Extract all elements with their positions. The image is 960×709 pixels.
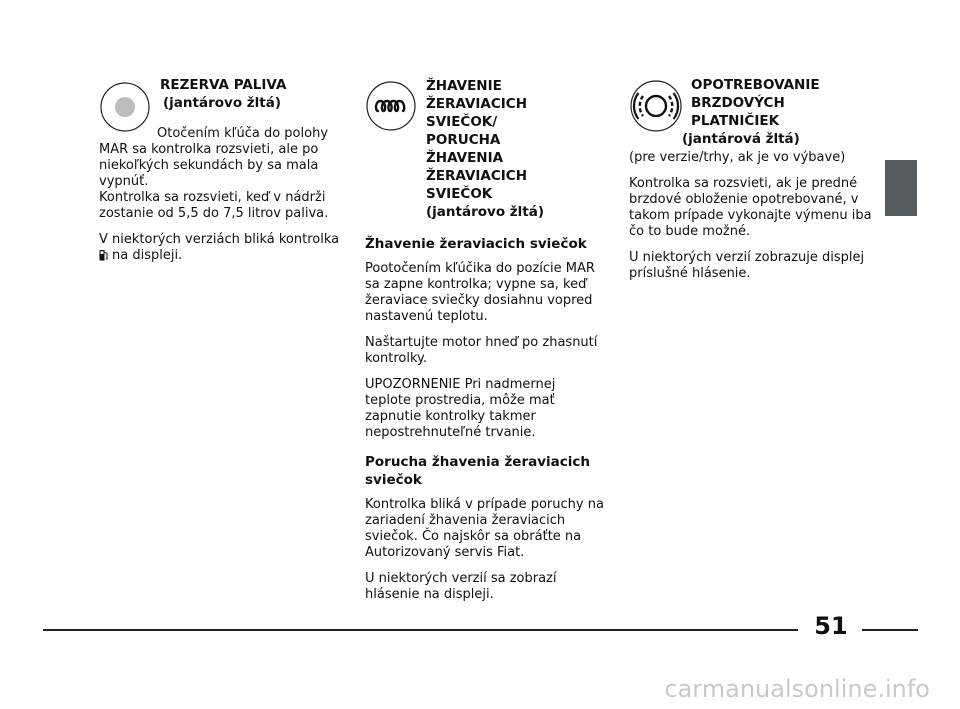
text-line: teplote prostredia, môže mať (365, 393, 555, 408)
text-line: takom prípade vykonajte výmenu iba (629, 208, 872, 223)
title-line: (jantárovo žltá) (163, 95, 282, 111)
title-line: ŽHAVENIA (426, 150, 504, 166)
text-line: Naštartujte motor hneď po zhasnutí (365, 335, 598, 350)
text-line: Pootočením kľúčika do pozície MAR (365, 261, 595, 276)
fuel-reserve-title (160, 76, 286, 112)
title-line: PLATNIČIEK (691, 113, 780, 129)
text-line: U niektorých verzií sa zobrazí (365, 571, 557, 586)
text-line: vypnúť. (99, 174, 149, 189)
text-line: nastavenú teplotu. (365, 309, 488, 324)
text-line: V niektorých verziách bliká kontrolka (99, 232, 340, 247)
text-line: UPOZORNENIE Pri nadmernej (365, 377, 556, 392)
text-line: zapnutie kontrolky takmer (365, 409, 536, 424)
text-line: hlásenie na displeji. (365, 587, 494, 602)
text-line: príslušné hlásenie. (629, 266, 751, 281)
text-line: niekoľkých sekundách by sa mala (99, 158, 319, 173)
watermark (0, 675, 960, 703)
text-line: čo to bude možné. (629, 224, 751, 239)
text-line: Kontrolka sa rozsvieti, keď v nádrži (99, 190, 326, 205)
watermark-text: carmanualsonline.info (664, 675, 930, 703)
brake-pad-title (682, 76, 820, 148)
text-line: Kontrolka sa rozsvieti, ak je predné (629, 176, 858, 191)
text-line: MAR sa kontrolka rozsvieti, ale po (99, 142, 319, 157)
brake-pad-text (629, 150, 874, 282)
text-line: Autorizovaný servis Fiat. (365, 545, 525, 560)
title-line: REZERVA PALIVA (160, 77, 287, 93)
text-line: Otočením kľúča do polohy (157, 126, 329, 141)
page-number: 51 (814, 612, 848, 640)
glow-plug-title (426, 77, 544, 221)
fuel-pump-icon (99, 249, 108, 266)
text-line: U niektorých verzií zobrazuje displej (629, 250, 865, 265)
section-heading: Porucha žhavenia žeraviacich (365, 454, 591, 470)
title-line: SVIEČOK/ (426, 114, 498, 130)
text-line: na displeji. (112, 248, 183, 263)
title-line: PORUCHA (426, 132, 501, 148)
section-heading: Žhavenie žeraviacich sviečok (365, 236, 587, 252)
text-line: nepostrehnuteľné trvanie. (365, 425, 536, 440)
text-line: brzdové obloženie opotrebované, v (629, 192, 859, 207)
section-heading: sviečok (365, 472, 422, 488)
title-line: ŽERAVIACICH (426, 168, 527, 184)
text-line: (pre verzie/trhy, ak je vo výbave) (629, 150, 846, 165)
title-line: OPOTREBOVANIE (691, 77, 820, 93)
title-line: (jantárovo žltá) (426, 204, 545, 220)
glow-plug-text (365, 235, 610, 603)
footer-rule-left (43, 629, 798, 631)
text-line: zariadení žhavenia žeraviacich (365, 513, 566, 528)
text-line: Kontrolka bliká v prípade poruchy na (365, 497, 604, 512)
title-line: (jantárová žltá) (682, 131, 800, 147)
footer-rule-right (862, 629, 918, 631)
section-tab (885, 160, 917, 216)
title-line: SVIEČOK (426, 186, 493, 202)
title-line: BRZDOVÝCH (691, 95, 785, 111)
text-line: sviečok. Čo najskôr sa obráťte na (365, 529, 582, 544)
brake-pad-wear-icon (629, 79, 683, 137)
text-line: zostanie od 5,5 do 7,5 litrov paliva. (99, 206, 329, 221)
glow-plug-icon (365, 80, 417, 136)
title-line: ŽERAVIACICH (426, 96, 527, 112)
fuel-reserve-text (99, 126, 349, 266)
title-line: ŽHAVENIE (426, 78, 502, 94)
text-line: žeraviace sviečky dosiahnu vopred (365, 293, 593, 308)
text-line: sa zapne kontrolka; vypne sa, keď (365, 277, 587, 292)
text-line: kontrolky. (365, 351, 428, 366)
